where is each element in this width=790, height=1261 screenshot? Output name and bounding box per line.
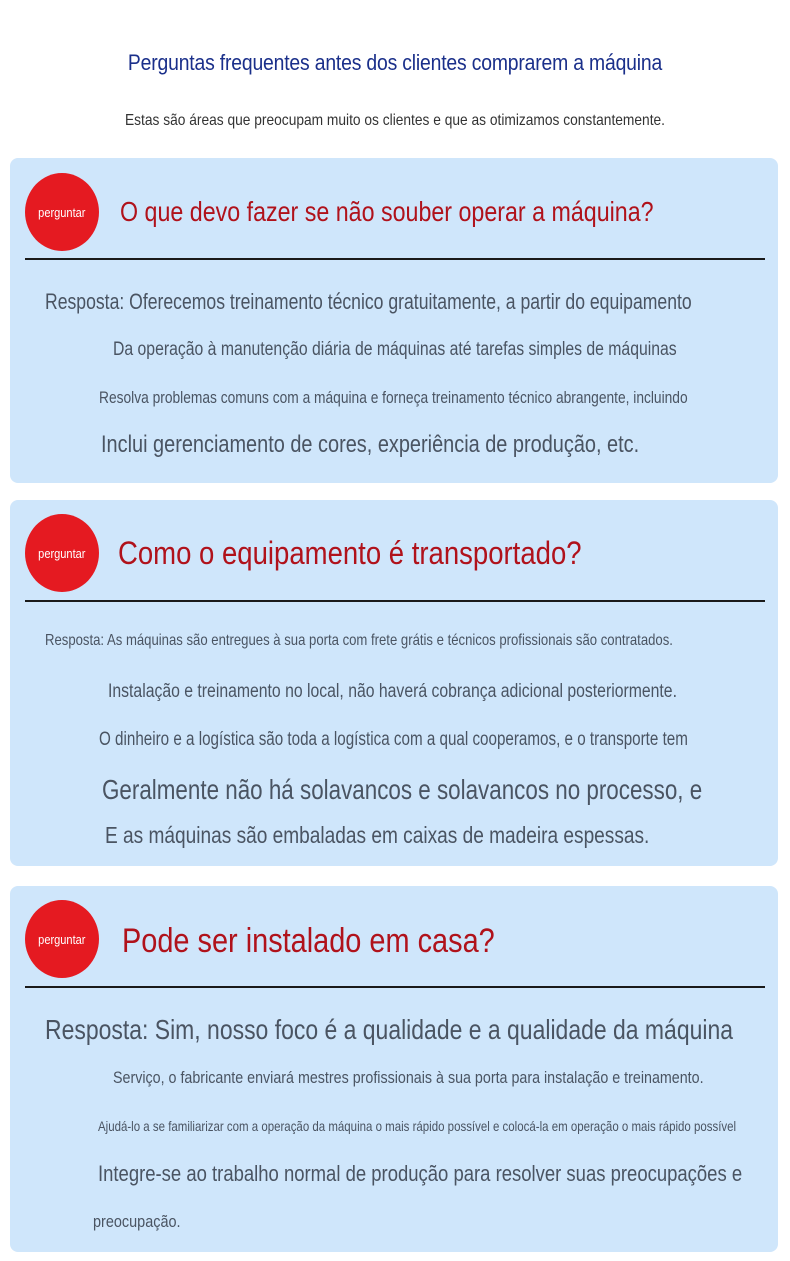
faq-question: Pode ser instalado em casa? — [122, 922, 495, 960]
ask-badge-label: perguntar — [38, 545, 86, 561]
page-subtitle: Estas são áreas que preocupam muito os clientes e que as otimizamos constantemente. — [125, 112, 665, 129]
faq-question: Como o equipamento é transportado? — [118, 535, 582, 571]
divider — [25, 600, 765, 602]
ask-badge — [25, 900, 99, 978]
ask-badge — [25, 173, 99, 251]
answer-line: E as máquinas são embaladas em caixas de madeira espessas. — [105, 822, 650, 848]
answer-line: Resposta: As máquinas são entregues à sua porta com frete grátis e técnicos profissionais são contratados. — [45, 632, 673, 649]
answer-line: Da operação à manutenção diária de máquinas até tarefas simples de máquinas — [113, 339, 677, 360]
divider — [25, 258, 765, 260]
divider — [25, 986, 765, 988]
answer-line: Ajudá-lo a se familiarizar com a operação da máquina o mais rápido possível e colocá-la em operação o mais rápido possível — [98, 1118, 737, 1134]
answer-line: Inclui gerenciamento de cores, experiência de produção, etc. — [101, 431, 640, 458]
answer-line: Instalação e treinamento no local, não haverá cobrança adicional posteriormente. — [108, 681, 677, 702]
faq-card-3 — [10, 886, 778, 1252]
answer-line: O dinheiro e a logística são toda a logística com a qual cooperamos, e o transporte tem — [99, 729, 688, 750]
ask-badge-label: perguntar — [38, 931, 86, 947]
ask-badge-label: perguntar — [38, 204, 86, 220]
answer-line: Integre-se ao trabalho normal de produção para resolver suas preocupações e — [98, 1161, 743, 1186]
answer-line: Resolva problemas comuns com a máquina e forneça treinamento técnico abrangente, incluindo — [99, 388, 688, 407]
page-title: Perguntas frequentes antes dos clientes comprarem a máquina — [127, 50, 663, 75]
faq-card-2 — [10, 500, 778, 866]
answer-line: Serviço, o fabricante enviará mestres profissionais à sua porta para instalação e treinamento. — [113, 1068, 704, 1087]
answer-line: preocupação. — [93, 1212, 181, 1231]
faq-card-1 — [10, 158, 778, 483]
answer-line: Resposta: Oferecemos treinamento técnico gratuitamente, a partir do equipamento — [45, 289, 692, 314]
answer-line: Resposta: Sim, nosso foco é a qualidade e a qualidade da máquina — [45, 1014, 733, 1045]
faq-question: O que devo fazer se não souber operar a máquina? — [120, 196, 654, 227]
ask-badge — [25, 514, 99, 592]
answer-line: Geralmente não há solavancos e solavancos no processo, e — [102, 774, 703, 805]
